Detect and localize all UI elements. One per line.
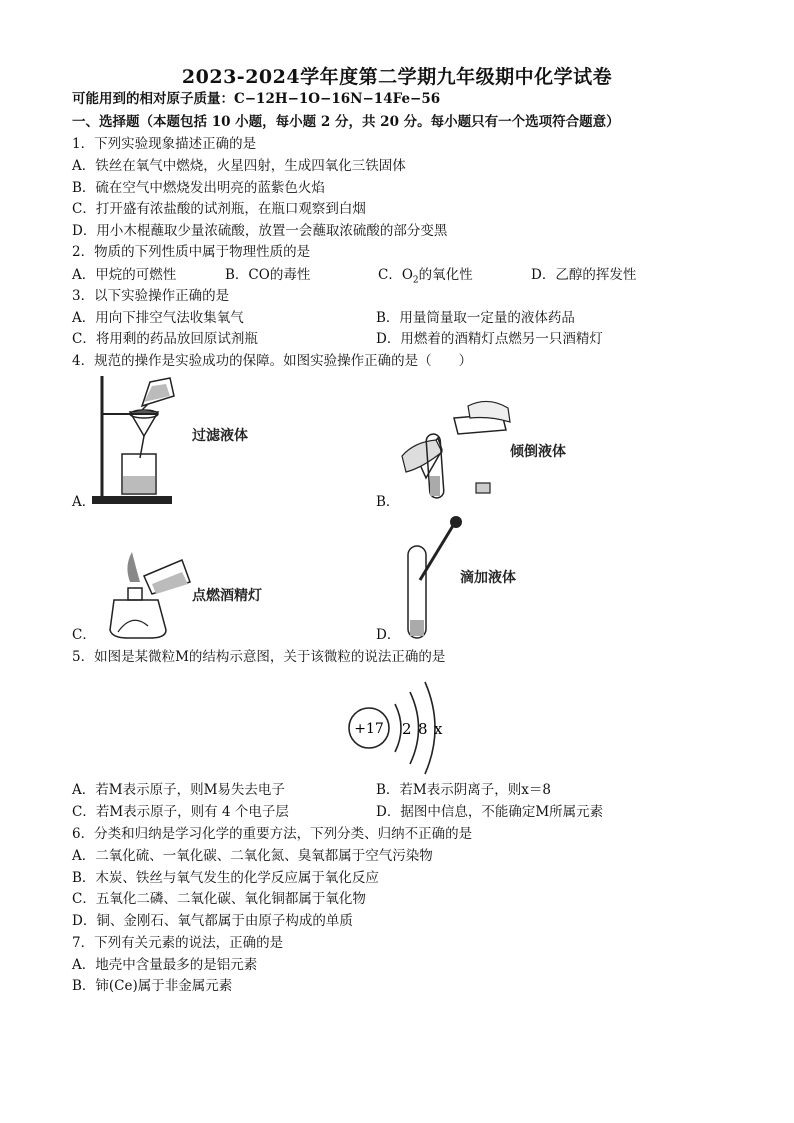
q1-option-a: A．铁丝在氧气中燃烧，火星四射，生成四氧化三铁固体 bbox=[72, 158, 406, 174]
q3-option-a: A．用向下排空气法收集氧气 bbox=[72, 310, 244, 326]
q6-stem: 6．分类和归纳是学习化学的重要方法，下列分类、归纳不正确的是 bbox=[72, 826, 473, 842]
q4-option-a: A． bbox=[72, 494, 96, 510]
section-heading: 一、选择题（本题包括 10 小题，每小题 2 分，共 20 分。每小题只有一个选项符合题意） bbox=[72, 114, 620, 130]
atom-structure-diagram bbox=[345, 676, 455, 776]
figure-pouring-label: 倾倒液体 bbox=[510, 444, 566, 460]
shell-1-electrons: 2 bbox=[402, 720, 412, 738]
q3-stem: 3．以下实验操作正确的是 bbox=[72, 288, 230, 304]
q5-option-a: A．若M表示原子，则M易失去电子 bbox=[72, 782, 285, 798]
q5-stem: 5．如图是某微粒M的结构示意图，关于该微粒的说法正确的是 bbox=[72, 649, 446, 665]
q5-option-c: C．若M表示原子，则有 4 个电子层 bbox=[72, 804, 289, 820]
q4-option-b: B． bbox=[376, 494, 400, 510]
figure-dropper-label: 滴加液体 bbox=[460, 570, 516, 586]
atomic-masses-note: 可能用到的相对原子质量：C−12H−1O−16N−14Fe−56 bbox=[72, 91, 441, 107]
q2-option-b: B．CO的毒性 bbox=[225, 267, 311, 283]
q2-option-c-suffix: 的氧化性 bbox=[418, 267, 473, 283]
q1-option-c: C．打开盛有浓盐酸的试剂瓶，在瓶口观察到白烟 bbox=[72, 201, 366, 217]
q4-option-c: C． bbox=[72, 627, 96, 643]
q2-option-c-prefix: C．O bbox=[378, 267, 413, 283]
exam-title: 2023-2024学年度第二学期九年级期中化学试卷 bbox=[181, 66, 613, 88]
figure-dropper bbox=[398, 516, 598, 640]
figure-filtration bbox=[92, 376, 312, 508]
q2-option-a: A．甲烷的可燃性 bbox=[72, 267, 177, 283]
q2-option-c bbox=[378, 266, 473, 290]
shell-2-electrons: 8 bbox=[418, 720, 428, 738]
shell-3-electrons: x bbox=[434, 720, 443, 738]
q6-option-d: D．铜、金刚石、氧气都属于由原子构成的单质 bbox=[72, 913, 353, 929]
q5-option-b: B．若M表示阴离子，则x＝8 bbox=[376, 782, 551, 798]
q4-stem: 4．规范的操作是实验成功的保障。如图实验操作正确的是（ ） bbox=[72, 353, 473, 369]
q5-option-d: D．据图中信息，不能确定M所属元素 bbox=[376, 804, 604, 820]
q3-option-d: D．用燃着的酒精灯点燃另一只酒精灯 bbox=[376, 331, 603, 347]
q4-option-d: D． bbox=[376, 627, 401, 643]
q2-option-c-subscript: 2 bbox=[412, 275, 419, 286]
q1-option-d: D．用小木棍蘸取少量浓硫酸，放置一会蘸取浓硫酸的部分变黑 bbox=[72, 223, 448, 239]
q7-stem: 7．下列有关元素的说法，正确的是 bbox=[72, 935, 284, 951]
q3-option-c: C．将用剩的药品放回原试剂瓶 bbox=[72, 331, 258, 347]
q7-option-b: B．铈(Ce)属于非金属元素 bbox=[72, 978, 233, 994]
q2-stem: 2．物质的下列性质中属于物理性质的是 bbox=[72, 244, 311, 260]
q6-option-b: B．木炭、铁丝与氧气发生的化学反应属于氧化反应 bbox=[72, 870, 379, 886]
q7-option-a: A．地壳中含量最多的是铝元素 bbox=[72, 957, 258, 973]
q6-option-c: C．五氧化二磷、二氧化碳、氧化铜都属于氧化物 bbox=[72, 891, 366, 907]
figure-pouring bbox=[398, 388, 598, 503]
q6-option-a: A．二氧化硫、一氧化碳、二氧化氮、臭氧都属于空气污染物 bbox=[72, 848, 433, 864]
figure-alcohol-lamp-label: 点燃酒精灯 bbox=[192, 588, 262, 604]
q2-option-d: D．乙醇的挥发性 bbox=[531, 267, 637, 283]
q1-option-b: B．硫在空气中燃烧发出明亮的蓝紫色火焰 bbox=[72, 180, 325, 196]
q3-option-b: B．用量筒量取一定量的液体药品 bbox=[376, 310, 575, 326]
nucleus-charge: +17 bbox=[354, 721, 384, 737]
q1-stem: 1．下列实验现象描述正确的是 bbox=[72, 136, 257, 152]
figure-filtration-label: 过滤液体 bbox=[192, 428, 248, 444]
figure-alcohol-lamp bbox=[92, 542, 312, 642]
